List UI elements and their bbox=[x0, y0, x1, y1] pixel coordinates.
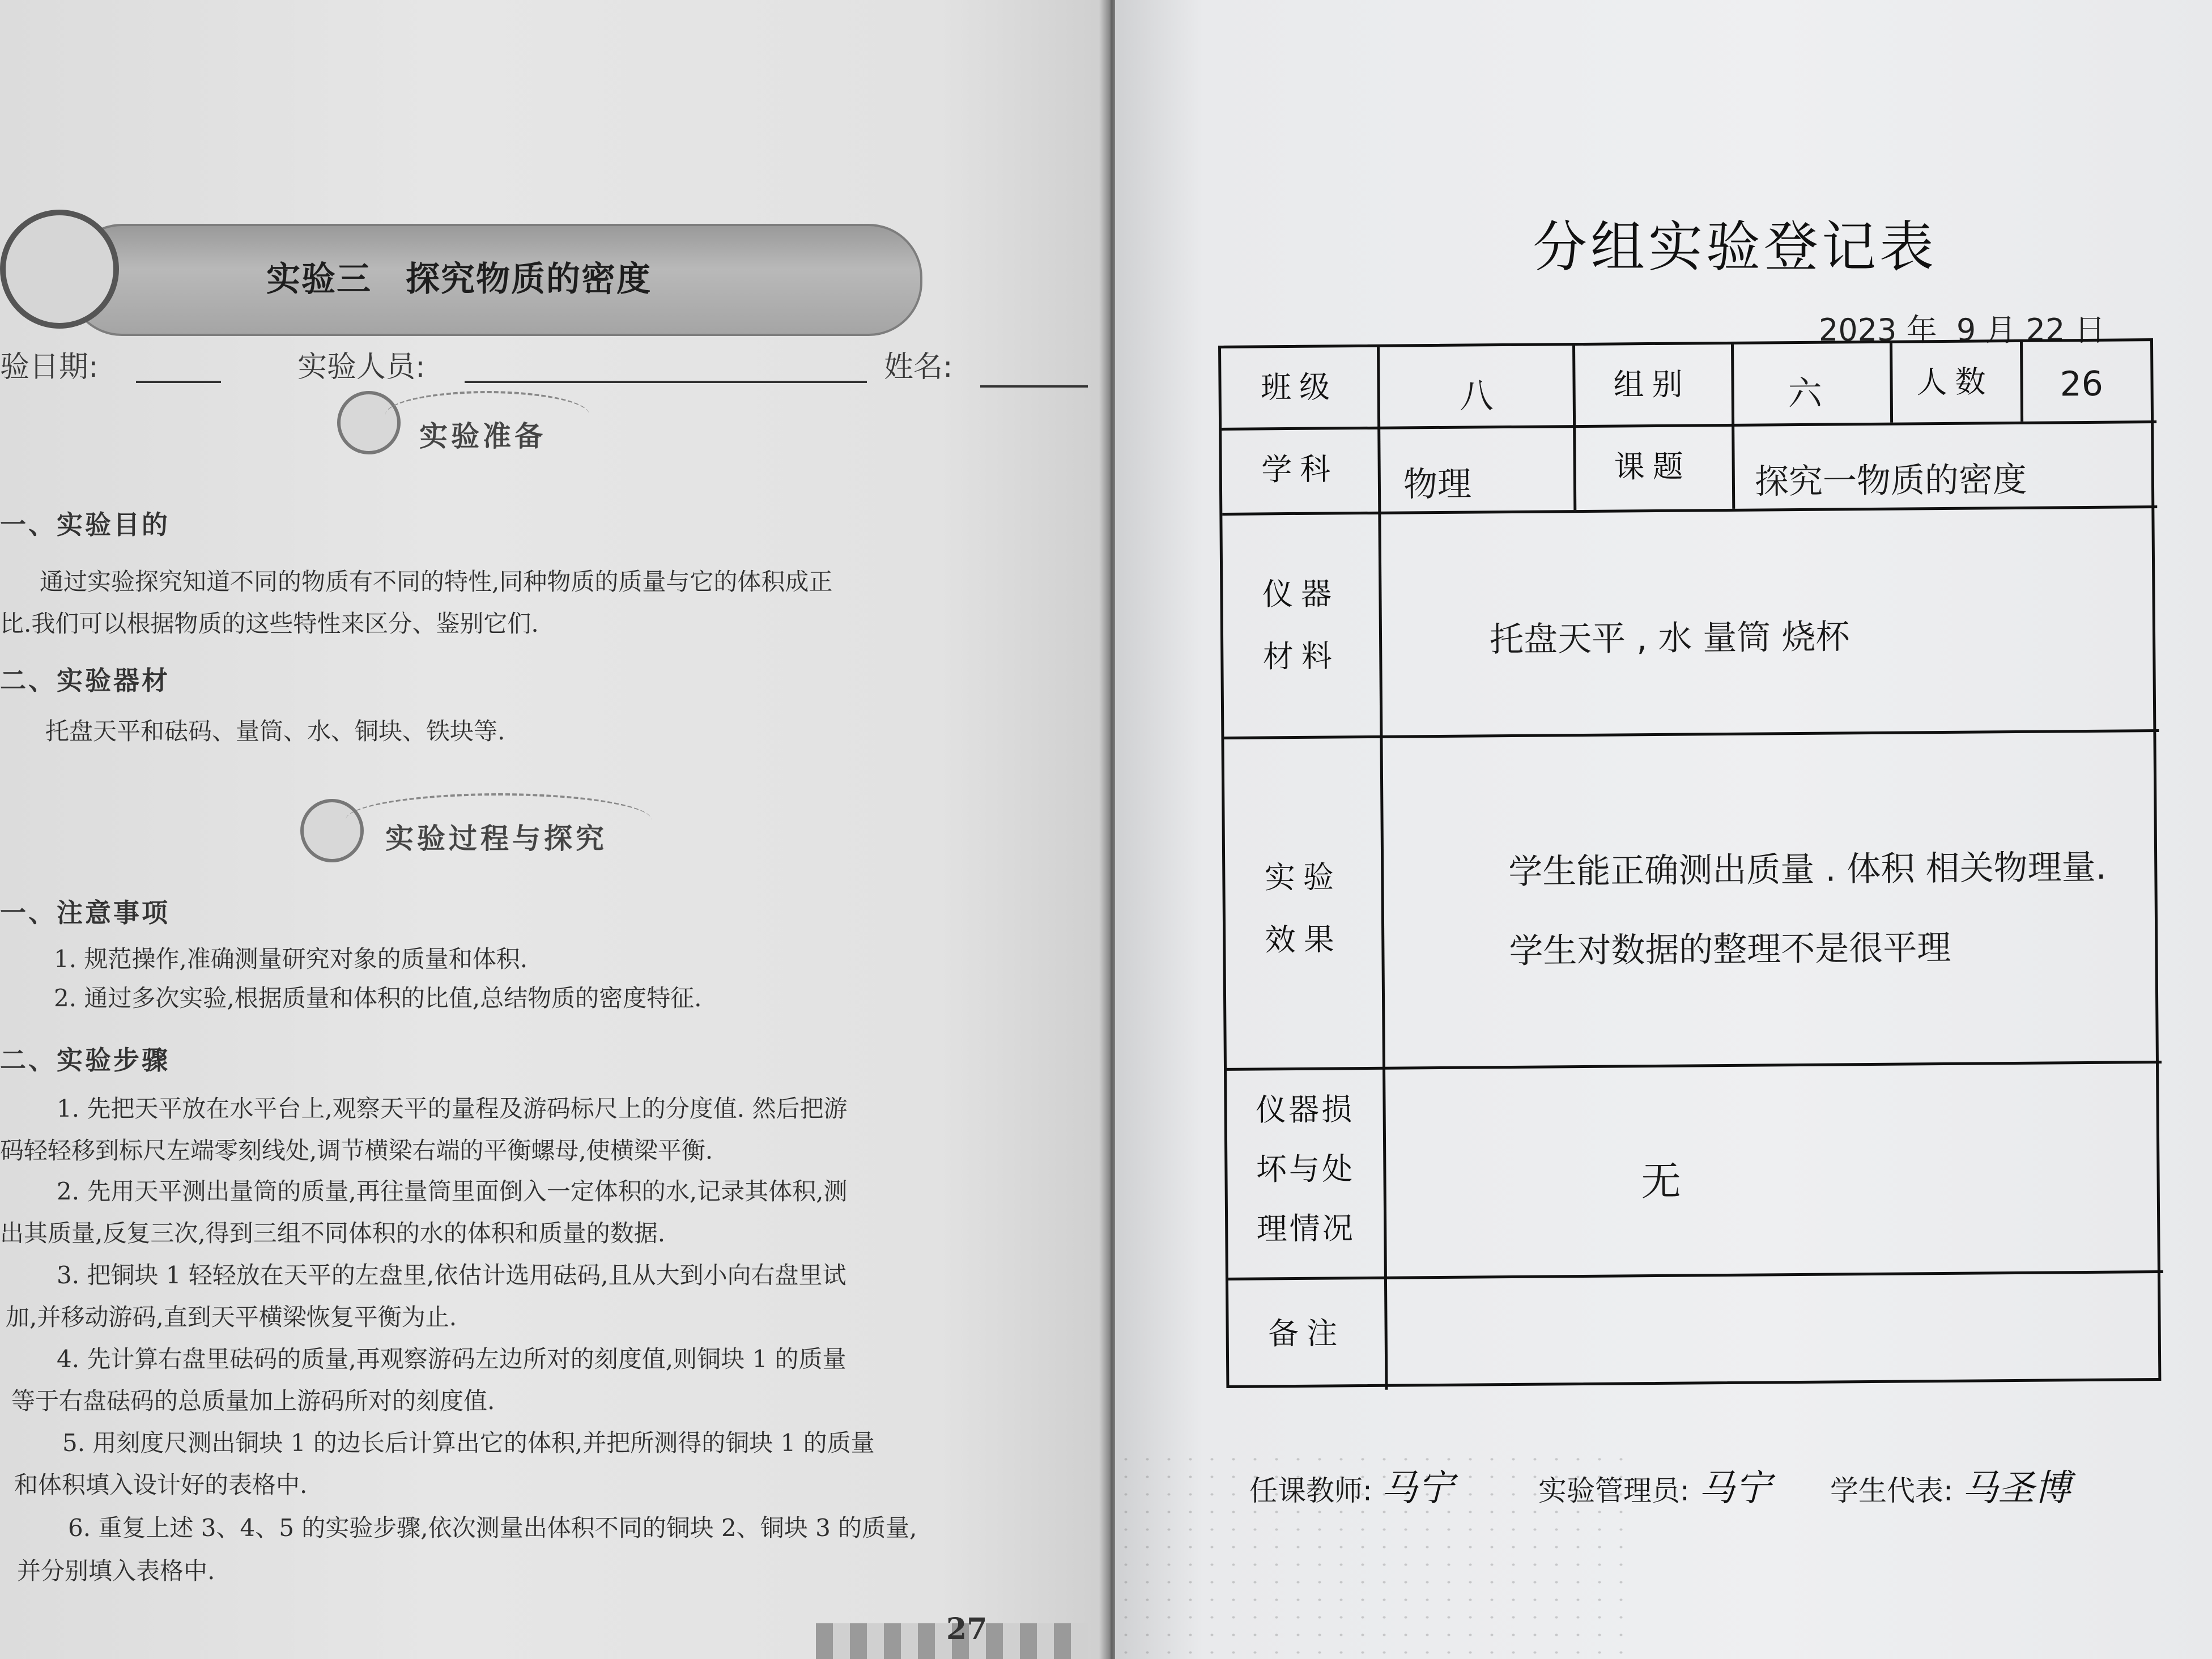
topic-value: 探究一物质的密度 bbox=[1754, 460, 2027, 502]
manager-signature-line bbox=[1538, 1459, 1771, 1511]
page-number: 27 bbox=[946, 1612, 988, 1647]
equipment-label-1: 仪器 bbox=[1262, 576, 1340, 612]
experiment-name: 探究物质的密度 bbox=[406, 260, 652, 299]
purpose-line-1: 通过实验探究知道不同的物质有不同的特性,同种物质的质量与它的体积成正 bbox=[40, 568, 833, 595]
class-label: 班级 bbox=[1260, 369, 1338, 406]
step-line-3: 2. 先用天平测出量筒的质量,再往量筒里面倒入一定体积的水,记录其体积,测 bbox=[57, 1177, 848, 1205]
row-line-5 bbox=[1228, 1270, 2163, 1281]
step-line-9: 5. 用刻度尺测出铜块 1 的边长后计算出它的体积,并把所测得的铜块 1 的质量 bbox=[62, 1429, 875, 1457]
notes-line-2: 2. 通过多次实验,根据质量和体积的比值,总结物质的密度特征. bbox=[54, 984, 702, 1012]
equipment-value: 托盘天平 , 水 量筒 烧杯 bbox=[1489, 617, 1850, 660]
date-field-label: 验日期: bbox=[0, 350, 99, 384]
damage-value: 无 bbox=[1641, 1158, 1681, 1205]
step-line-10: 和体积填入设计好的表格中. bbox=[14, 1471, 308, 1499]
experiment-title bbox=[266, 252, 652, 301]
equipment-line: 托盘天平和砝码、量筒、水、铜块、铁块等. bbox=[45, 717, 505, 745]
purpose-line-2: 比.我们可以根据物质的这些特性来区分、鉴别它们. bbox=[0, 610, 539, 637]
topic-label: 课题 bbox=[1614, 448, 1691, 485]
subject-value: 物理 bbox=[1403, 464, 1472, 505]
date-underline bbox=[136, 381, 221, 383]
step-line-2: 码轻轻移到标尺左端零刻线处,调节横梁右端的平衡螺母,使横梁平衡. bbox=[0, 1137, 713, 1164]
left-page bbox=[0, 0, 1105, 1659]
count-label: 人数 bbox=[1916, 364, 1994, 401]
form-date: 2023 年 9 月 22 日 bbox=[1819, 312, 2105, 348]
group-value: 六 bbox=[1788, 373, 1822, 414]
row-line-3 bbox=[1224, 729, 2159, 739]
step-line-5: 3. 把铜块 1 轻轻放在天平的左盘里,依估计选用砝码,且从大到小向右盘里试 bbox=[57, 1261, 846, 1289]
effect-value-2: 学生对数据的整理不是很平理 bbox=[1509, 928, 1951, 971]
teacher-signature-line bbox=[1249, 1459, 1454, 1511]
balance-emblem-icon bbox=[0, 210, 119, 329]
class-value: 八 bbox=[1459, 376, 1494, 416]
effect-label-1: 实验 bbox=[1264, 859, 1342, 896]
process-badge-icon bbox=[300, 799, 364, 862]
step-line-7: 4. 先计算右盘里砝码的质量,再观察游码左边所对的刻度值,则铜块 1 的质量 bbox=[57, 1345, 846, 1373]
step-line-12: 并分别填入表格中. bbox=[17, 1557, 215, 1585]
members-underline bbox=[465, 381, 867, 383]
count-value: 26 bbox=[2060, 364, 2104, 405]
subject-label: 学科 bbox=[1261, 451, 1339, 488]
registration-table bbox=[1218, 338, 2161, 1388]
step-line-8: 等于右盘砝码的总质量加上游码所对的刻度值. bbox=[11, 1387, 495, 1415]
damage-label-2: 坏与处 bbox=[1256, 1151, 1355, 1188]
equipment-heading: 二、实验器材 bbox=[0, 665, 170, 696]
steps-heading: 二、实验步骤 bbox=[0, 1045, 170, 1075]
form-title: 分组实验登记表 bbox=[1533, 215, 1937, 279]
badge-prepare: 实验准备 bbox=[419, 420, 546, 453]
effect-value-1: 学生能正确测出质量 . 体积 相关物理量. bbox=[1508, 847, 2107, 892]
effect-label-2: 效果 bbox=[1265, 921, 1342, 958]
step-line-6: 加,并移动游码,直到天平横梁恢复平衡为止. bbox=[6, 1303, 457, 1331]
teacher-label: 任课教师: bbox=[1249, 1474, 1372, 1507]
row-line-1 bbox=[1222, 420, 2156, 431]
manager-label: 实验管理员: bbox=[1538, 1474, 1690, 1507]
manager-signature: 马宁 bbox=[1698, 1467, 1771, 1509]
notes-line-1: 1. 规范操作,准确测量研究对象的质量和体积. bbox=[54, 945, 528, 973]
purpose-heading: 一、实验目的 bbox=[0, 509, 170, 540]
student-signature: 马圣博 bbox=[1962, 1467, 2071, 1509]
notes-heading: 一、注意事项 bbox=[0, 897, 170, 928]
student-signature-line bbox=[1830, 1459, 2071, 1511]
damage-label-3: 理情况 bbox=[1256, 1210, 1355, 1247]
name-field-label: 姓名: bbox=[884, 350, 953, 384]
step-line-4: 出其质量,反复三次,得到三组不同体积的水的体积和质量的数据. bbox=[0, 1219, 666, 1247]
name-underline bbox=[980, 385, 1088, 388]
damage-label-1: 仪器损 bbox=[1255, 1091, 1355, 1128]
remark-label: 备注 bbox=[1267, 1315, 1346, 1352]
row-line-4 bbox=[1227, 1061, 2162, 1071]
student-label: 学生代表: bbox=[1830, 1474, 1953, 1507]
teacher-signature: 马宁 bbox=[1381, 1467, 1454, 1509]
group-label: 组别 bbox=[1613, 366, 1691, 403]
equipment-label-2: 材料 bbox=[1262, 638, 1341, 675]
badge-process: 实验过程与探究 bbox=[385, 822, 607, 855]
members-field-label: 实验人员: bbox=[297, 350, 426, 384]
row-line-2 bbox=[1222, 505, 2157, 516]
experiment-number: 实验三 bbox=[266, 260, 372, 299]
step-line-1: 1. 先把天平放在水平台上,观察天平的量程及游码标尺上的分度值. 然后把游 bbox=[57, 1095, 848, 1122]
step-line-11: 6. 重复上述 3、4、5 的实验步骤,依次测量出体积不同的铜块 2、铜块 3 的质量, bbox=[68, 1514, 917, 1542]
